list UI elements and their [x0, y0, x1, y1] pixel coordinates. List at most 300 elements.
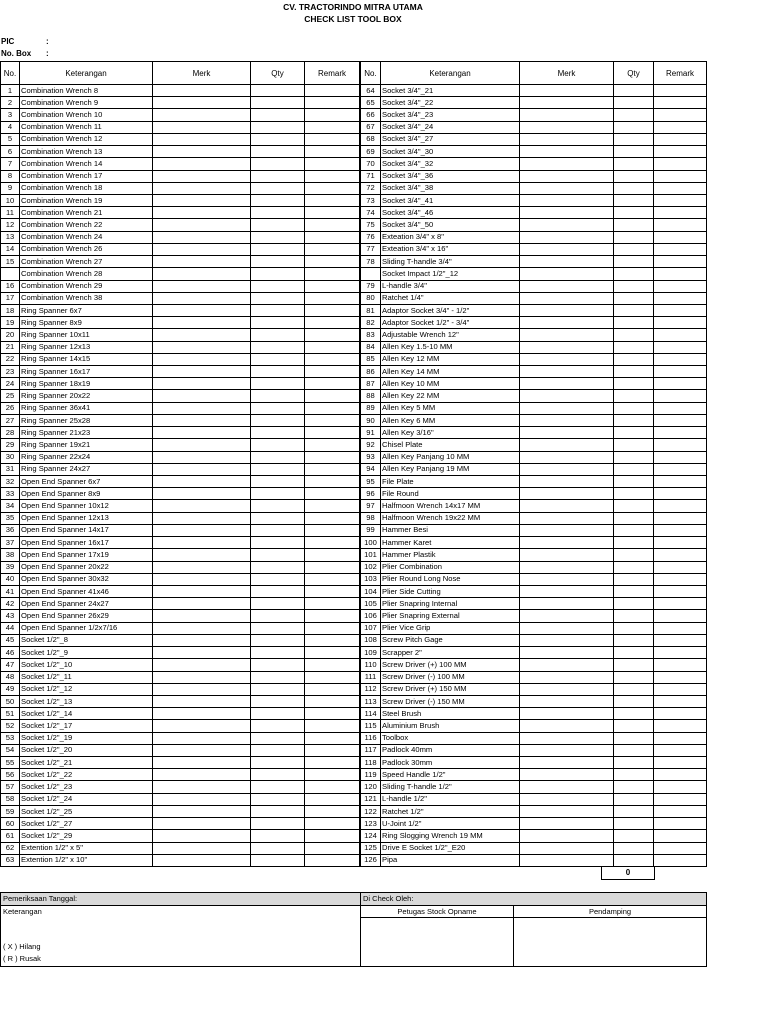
row-remark[interactable]	[305, 524, 360, 536]
row-remark[interactable]	[654, 585, 707, 597]
row-merk[interactable]	[153, 610, 251, 622]
row-merk[interactable]	[153, 182, 251, 194]
row-qty[interactable]	[614, 158, 654, 170]
row-merk[interactable]	[153, 647, 251, 659]
row-merk[interactable]	[520, 158, 614, 170]
row-qty[interactable]	[251, 818, 305, 830]
row-qty[interactable]	[251, 537, 305, 549]
row-remark[interactable]	[305, 830, 360, 842]
row-merk[interactable]	[153, 683, 251, 695]
row-merk[interactable]	[520, 170, 614, 182]
row-remark[interactable]	[654, 231, 707, 243]
row-merk[interactable]	[153, 243, 251, 255]
row-qty[interactable]	[614, 463, 654, 475]
row-remark[interactable]	[654, 353, 707, 365]
row-qty[interactable]	[614, 451, 654, 463]
row-remark[interactable]	[654, 402, 707, 414]
row-merk[interactable]	[520, 97, 614, 109]
row-merk[interactable]	[153, 304, 251, 316]
row-qty[interactable]	[614, 488, 654, 500]
row-merk[interactable]	[153, 414, 251, 426]
row-merk[interactable]	[520, 292, 614, 304]
row-merk[interactable]	[520, 647, 614, 659]
row-remark[interactable]	[305, 97, 360, 109]
row-merk[interactable]	[153, 133, 251, 145]
row-qty[interactable]	[614, 634, 654, 646]
row-merk[interactable]	[153, 194, 251, 206]
row-merk[interactable]	[153, 585, 251, 597]
row-merk[interactable]	[520, 610, 614, 622]
row-qty[interactable]	[251, 207, 305, 219]
row-remark[interactable]	[305, 366, 360, 378]
row-merk[interactable]	[520, 720, 614, 732]
row-qty[interactable]	[251, 317, 305, 329]
row-merk[interactable]	[520, 744, 614, 756]
row-remark[interactable]	[305, 439, 360, 451]
row-merk[interactable]	[153, 146, 251, 158]
row-qty[interactable]	[251, 732, 305, 744]
row-merk[interactable]	[153, 353, 251, 365]
row-qty[interactable]	[614, 304, 654, 316]
row-merk[interactable]	[153, 830, 251, 842]
row-qty[interactable]	[614, 366, 654, 378]
row-merk[interactable]	[520, 622, 614, 634]
row-remark[interactable]	[654, 781, 707, 793]
row-remark[interactable]	[654, 133, 707, 145]
row-remark[interactable]	[654, 732, 707, 744]
row-merk[interactable]	[520, 524, 614, 536]
row-remark[interactable]	[305, 537, 360, 549]
row-merk[interactable]	[153, 390, 251, 402]
row-qty[interactable]	[251, 463, 305, 475]
row-merk[interactable]	[520, 194, 614, 206]
row-remark[interactable]	[654, 500, 707, 512]
row-remark[interactable]	[654, 85, 707, 97]
row-merk[interactable]	[520, 121, 614, 133]
row-qty[interactable]	[251, 585, 305, 597]
row-qty[interactable]	[614, 512, 654, 524]
row-merk[interactable]	[153, 708, 251, 720]
row-qty[interactable]	[251, 561, 305, 573]
row-remark[interactable]	[305, 280, 360, 292]
row-qty[interactable]	[251, 366, 305, 378]
row-merk[interactable]	[520, 366, 614, 378]
row-remark[interactable]	[305, 769, 360, 781]
row-merk[interactable]	[153, 439, 251, 451]
row-remark[interactable]	[305, 732, 360, 744]
row-merk[interactable]	[153, 378, 251, 390]
row-qty[interactable]	[251, 634, 305, 646]
row-remark[interactable]	[305, 231, 360, 243]
row-merk[interactable]	[520, 390, 614, 402]
row-merk[interactable]	[153, 341, 251, 353]
row-qty[interactable]	[614, 121, 654, 133]
row-merk[interactable]	[153, 268, 251, 280]
row-qty[interactable]	[251, 158, 305, 170]
row-remark[interactable]	[654, 219, 707, 231]
row-merk[interactable]	[520, 818, 614, 830]
row-merk[interactable]	[520, 109, 614, 121]
row-merk[interactable]	[520, 659, 614, 671]
row-merk[interactable]	[153, 121, 251, 133]
row-remark[interactable]	[654, 194, 707, 206]
row-merk[interactable]	[153, 720, 251, 732]
row-qty[interactable]	[614, 353, 654, 365]
row-qty[interactable]	[614, 818, 654, 830]
row-merk[interactable]	[520, 304, 614, 316]
row-merk[interactable]	[153, 427, 251, 439]
row-qty[interactable]	[614, 671, 654, 683]
row-qty[interactable]	[251, 512, 305, 524]
row-remark[interactable]	[305, 622, 360, 634]
row-qty[interactable]	[251, 378, 305, 390]
row-remark[interactable]	[305, 182, 360, 194]
row-remark[interactable]	[654, 512, 707, 524]
row-merk[interactable]	[153, 573, 251, 585]
row-qty[interactable]	[251, 304, 305, 316]
row-remark[interactable]	[305, 451, 360, 463]
row-qty[interactable]	[614, 182, 654, 194]
row-remark[interactable]	[654, 573, 707, 585]
row-remark[interactable]	[654, 524, 707, 536]
row-remark[interactable]	[305, 170, 360, 182]
row-merk[interactable]	[153, 207, 251, 219]
row-qty[interactable]	[251, 280, 305, 292]
row-merk[interactable]	[520, 402, 614, 414]
row-remark[interactable]	[654, 476, 707, 488]
row-qty[interactable]	[251, 85, 305, 97]
row-qty[interactable]	[614, 500, 654, 512]
row-remark[interactable]	[654, 683, 707, 695]
row-remark[interactable]	[654, 842, 707, 854]
row-remark[interactable]	[654, 622, 707, 634]
row-merk[interactable]	[520, 256, 614, 268]
row-remark[interactable]	[654, 268, 707, 280]
row-merk[interactable]	[520, 243, 614, 255]
row-remark[interactable]	[305, 353, 360, 365]
row-qty[interactable]	[251, 524, 305, 536]
row-qty[interactable]	[614, 109, 654, 121]
row-remark[interactable]	[305, 317, 360, 329]
row-remark[interactable]	[305, 720, 360, 732]
row-remark[interactable]	[654, 708, 707, 720]
row-merk[interactable]	[153, 219, 251, 231]
row-qty[interactable]	[614, 683, 654, 695]
row-merk[interactable]	[153, 451, 251, 463]
row-remark[interactable]	[305, 109, 360, 121]
row-qty[interactable]	[614, 341, 654, 353]
row-remark[interactable]	[654, 414, 707, 426]
row-merk[interactable]	[520, 585, 614, 597]
row-qty[interactable]	[251, 170, 305, 182]
row-qty[interactable]	[614, 256, 654, 268]
row-remark[interactable]	[654, 549, 707, 561]
row-qty[interactable]	[251, 854, 305, 866]
row-remark[interactable]	[654, 659, 707, 671]
row-qty[interactable]	[251, 182, 305, 194]
row-qty[interactable]	[251, 451, 305, 463]
row-remark[interactable]	[654, 292, 707, 304]
row-qty[interactable]	[614, 659, 654, 671]
row-qty[interactable]	[614, 292, 654, 304]
row-qty[interactable]	[614, 732, 654, 744]
row-remark[interactable]	[305, 708, 360, 720]
row-qty[interactable]	[251, 133, 305, 145]
row-merk[interactable]	[153, 170, 251, 182]
row-qty[interactable]	[614, 781, 654, 793]
row-qty[interactable]	[251, 805, 305, 817]
row-qty[interactable]	[251, 390, 305, 402]
row-qty[interactable]	[251, 659, 305, 671]
row-remark[interactable]	[305, 476, 360, 488]
row-merk[interactable]	[520, 268, 614, 280]
row-remark[interactable]	[305, 488, 360, 500]
row-qty[interactable]	[614, 830, 654, 842]
row-qty[interactable]	[614, 537, 654, 549]
row-remark[interactable]	[305, 500, 360, 512]
row-merk[interactable]	[153, 524, 251, 536]
row-remark[interactable]	[305, 85, 360, 97]
row-remark[interactable]	[654, 744, 707, 756]
row-remark[interactable]	[305, 671, 360, 683]
row-merk[interactable]	[520, 427, 614, 439]
row-merk[interactable]	[153, 329, 251, 341]
row-remark[interactable]	[654, 182, 707, 194]
row-merk[interactable]	[153, 292, 251, 304]
row-remark[interactable]	[654, 488, 707, 500]
row-merk[interactable]	[153, 488, 251, 500]
row-remark[interactable]	[305, 121, 360, 133]
row-remark[interactable]	[305, 207, 360, 219]
row-merk[interactable]	[153, 732, 251, 744]
row-qty[interactable]	[251, 146, 305, 158]
row-qty[interactable]	[251, 121, 305, 133]
row-qty[interactable]	[614, 805, 654, 817]
row-merk[interactable]	[153, 85, 251, 97]
row-remark[interactable]	[654, 598, 707, 610]
row-remark[interactable]	[305, 695, 360, 707]
row-remark[interactable]	[654, 243, 707, 255]
row-qty[interactable]	[614, 720, 654, 732]
row-qty[interactable]	[614, 231, 654, 243]
row-remark[interactable]	[654, 634, 707, 646]
row-qty[interactable]	[251, 268, 305, 280]
row-merk[interactable]	[153, 158, 251, 170]
row-qty[interactable]	[251, 720, 305, 732]
row-merk[interactable]	[520, 830, 614, 842]
row-merk[interactable]	[520, 182, 614, 194]
row-merk[interactable]	[520, 280, 614, 292]
row-qty[interactable]	[614, 170, 654, 182]
row-merk[interactable]	[520, 378, 614, 390]
row-remark[interactable]	[654, 561, 707, 573]
row-remark[interactable]	[654, 109, 707, 121]
row-remark[interactable]	[654, 439, 707, 451]
row-merk[interactable]	[153, 757, 251, 769]
row-remark[interactable]	[305, 219, 360, 231]
row-qty[interactable]	[251, 598, 305, 610]
row-qty[interactable]	[614, 329, 654, 341]
row-qty[interactable]	[251, 476, 305, 488]
row-qty[interactable]	[251, 488, 305, 500]
row-remark[interactable]	[305, 158, 360, 170]
row-qty[interactable]	[251, 781, 305, 793]
row-remark[interactable]	[654, 720, 707, 732]
row-remark[interactable]	[305, 757, 360, 769]
row-merk[interactable]	[520, 769, 614, 781]
row-remark[interactable]	[654, 121, 707, 133]
row-merk[interactable]	[153, 561, 251, 573]
row-qty[interactable]	[614, 708, 654, 720]
row-merk[interactable]	[520, 793, 614, 805]
row-remark[interactable]	[654, 366, 707, 378]
row-remark[interactable]	[305, 659, 360, 671]
row-qty[interactable]	[251, 549, 305, 561]
row-remark[interactable]	[305, 598, 360, 610]
row-merk[interactable]	[520, 708, 614, 720]
row-remark[interactable]	[305, 390, 360, 402]
row-merk[interactable]	[520, 854, 614, 866]
row-remark[interactable]	[654, 854, 707, 866]
row-qty[interactable]	[251, 194, 305, 206]
row-remark[interactable]	[305, 304, 360, 316]
row-qty[interactable]	[614, 133, 654, 145]
row-merk[interactable]	[153, 280, 251, 292]
row-qty[interactable]	[614, 85, 654, 97]
row-qty[interactable]	[251, 231, 305, 243]
row-qty[interactable]	[614, 757, 654, 769]
row-merk[interactable]	[520, 353, 614, 365]
row-remark[interactable]	[305, 744, 360, 756]
row-remark[interactable]	[654, 158, 707, 170]
row-merk[interactable]	[153, 854, 251, 866]
petugas-signature[interactable]	[361, 918, 514, 967]
row-remark[interactable]	[654, 146, 707, 158]
row-qty[interactable]	[614, 854, 654, 866]
row-remark[interactable]	[654, 304, 707, 316]
row-merk[interactable]	[153, 97, 251, 109]
row-qty[interactable]	[614, 573, 654, 585]
row-remark[interactable]	[305, 146, 360, 158]
row-remark[interactable]	[654, 695, 707, 707]
row-qty[interactable]	[251, 402, 305, 414]
row-merk[interactable]	[153, 500, 251, 512]
row-merk[interactable]	[520, 207, 614, 219]
row-merk[interactable]	[520, 439, 614, 451]
row-qty[interactable]	[251, 109, 305, 121]
row-remark[interactable]	[654, 537, 707, 549]
row-remark[interactable]	[305, 329, 360, 341]
row-qty[interactable]	[251, 622, 305, 634]
row-qty[interactable]	[614, 97, 654, 109]
row-remark[interactable]	[305, 793, 360, 805]
row-remark[interactable]	[305, 414, 360, 426]
row-remark[interactable]	[305, 683, 360, 695]
row-merk[interactable]	[520, 561, 614, 573]
row-qty[interactable]	[251, 329, 305, 341]
row-qty[interactable]	[614, 610, 654, 622]
row-qty[interactable]	[614, 317, 654, 329]
row-merk[interactable]	[153, 402, 251, 414]
row-qty[interactable]	[614, 243, 654, 255]
row-qty[interactable]	[251, 695, 305, 707]
row-qty[interactable]	[251, 610, 305, 622]
row-merk[interactable]	[520, 231, 614, 243]
row-remark[interactable]	[305, 818, 360, 830]
row-qty[interactable]	[251, 439, 305, 451]
row-qty[interactable]	[251, 769, 305, 781]
row-qty[interactable]	[251, 744, 305, 756]
row-merk[interactable]	[520, 634, 614, 646]
row-qty[interactable]	[614, 524, 654, 536]
row-qty[interactable]	[614, 769, 654, 781]
row-qty[interactable]	[614, 402, 654, 414]
row-remark[interactable]	[305, 854, 360, 866]
row-merk[interactable]	[153, 463, 251, 475]
row-qty[interactable]	[251, 414, 305, 426]
row-merk[interactable]	[520, 500, 614, 512]
row-remark[interactable]	[654, 341, 707, 353]
row-remark[interactable]	[654, 207, 707, 219]
row-remark[interactable]	[654, 170, 707, 182]
row-merk[interactable]	[153, 109, 251, 121]
row-remark[interactable]	[654, 451, 707, 463]
row-qty[interactable]	[251, 97, 305, 109]
row-qty[interactable]	[614, 280, 654, 292]
row-remark[interactable]	[305, 585, 360, 597]
row-remark[interactable]	[654, 757, 707, 769]
row-remark[interactable]	[305, 805, 360, 817]
row-merk[interactable]	[520, 695, 614, 707]
row-remark[interactable]	[654, 427, 707, 439]
row-merk[interactable]	[153, 744, 251, 756]
row-remark[interactable]	[654, 317, 707, 329]
row-remark[interactable]	[654, 818, 707, 830]
row-merk[interactable]	[520, 842, 614, 854]
row-remark[interactable]	[305, 463, 360, 475]
row-merk[interactable]	[520, 133, 614, 145]
row-qty[interactable]	[614, 378, 654, 390]
row-qty[interactable]	[614, 476, 654, 488]
row-qty[interactable]	[614, 268, 654, 280]
row-merk[interactable]	[153, 781, 251, 793]
row-qty[interactable]	[251, 830, 305, 842]
row-merk[interactable]	[153, 366, 251, 378]
row-remark[interactable]	[305, 573, 360, 585]
row-qty[interactable]	[614, 561, 654, 573]
row-qty[interactable]	[614, 427, 654, 439]
row-merk[interactable]	[153, 695, 251, 707]
row-merk[interactable]	[520, 598, 614, 610]
row-merk[interactable]	[520, 549, 614, 561]
row-merk[interactable]	[520, 512, 614, 524]
row-merk[interactable]	[520, 573, 614, 585]
row-remark[interactable]	[305, 512, 360, 524]
row-merk[interactable]	[153, 634, 251, 646]
row-merk[interactable]	[153, 537, 251, 549]
row-qty[interactable]	[251, 292, 305, 304]
row-merk[interactable]	[520, 329, 614, 341]
row-remark[interactable]	[305, 341, 360, 353]
row-qty[interactable]	[251, 708, 305, 720]
row-qty[interactable]	[251, 243, 305, 255]
row-qty[interactable]	[251, 500, 305, 512]
row-merk[interactable]	[520, 85, 614, 97]
row-remark[interactable]	[654, 793, 707, 805]
row-merk[interactable]	[153, 805, 251, 817]
row-qty[interactable]	[614, 622, 654, 634]
row-remark[interactable]	[654, 830, 707, 842]
